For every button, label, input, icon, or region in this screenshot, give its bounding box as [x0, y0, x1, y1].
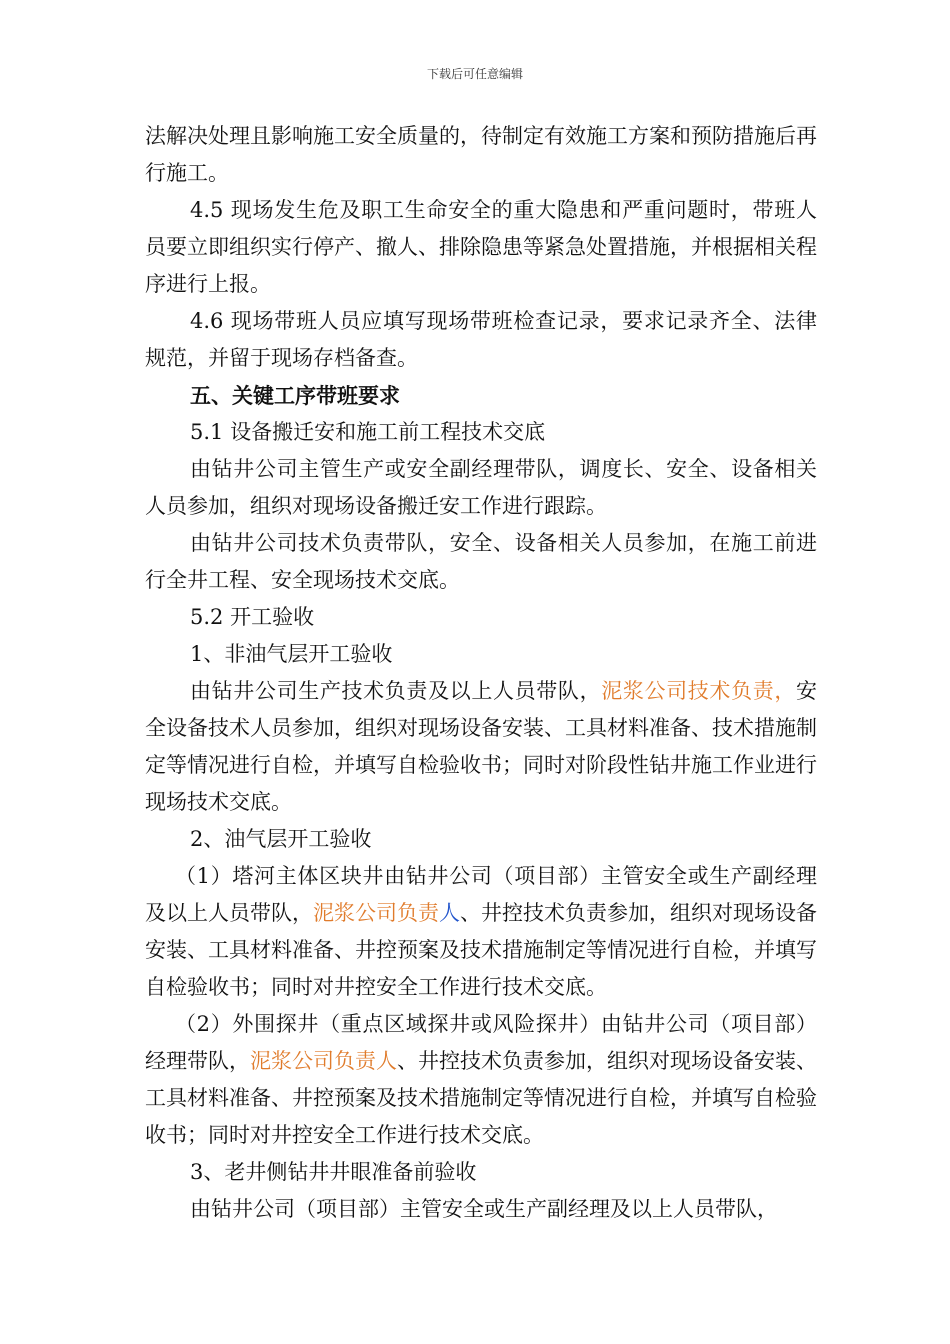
- paragraph-item-1: [145, 673, 817, 821]
- text-run: （1）塔河主体区块井由钻井公司（项目部）主管安全或生产副经理及以上人员带队，: [145, 864, 817, 925]
- text-run: （2）外围探井（重点区域探井或风险探井）由钻井公司（项目部）经理带队，: [145, 1012, 817, 1073]
- paragraph-item-3: 由钻井公司（项目部）主管安全或生产副经理及以上人员带队，: [190, 1197, 778, 1221]
- paragraph-item-2-1: [145, 858, 817, 1006]
- text-run: 、井控技术负责参加，组织对现场设备安装、工具材料准备、井控预案及技术措施制定等情况进行自检，并填写自检验收书；同时对井控安全工作进行技术交底。: [145, 1049, 817, 1147]
- text-run: 安全设备技术人员参加，组织对现场设备安装、工具材料准备、技术措施制定等情况进行自检，并填写自检验收书；同时对阶段性钻井施工作业进行现场技术交底。: [145, 679, 818, 814]
- highlighted-text-blue: 人: [439, 901, 460, 925]
- highlighted-text: 泥浆公司负责人: [250, 1049, 397, 1073]
- subsection-5-1-title: 5.1 设备搬迁安和施工前工程技术交底: [190, 420, 546, 444]
- highlighted-text: 泥浆公司技术负责，: [601, 679, 797, 703]
- item-2-title: 2、油气层开工验收: [190, 827, 372, 851]
- section-heading-5: 五、关键工序带班要求: [190, 383, 400, 408]
- paragraph-4-5: 4.5 现场发生危及职工生命安全的重大隐患和严重问题时，带班人员要立即组织实行停产、撤人、排除隐患等紧急处置措施，并根据相关程序进行上报。: [145, 198, 817, 296]
- item-1-title: 1、非油气层开工验收: [190, 642, 393, 666]
- text-run: 、井控技术负责参加，组织对现场设备安装、工具材料准备、井控预案及技术措施制定等情况进行自检，并填写自检验收书；同时对井控安全工作进行技术交底。: [145, 901, 817, 999]
- document-body: [145, 118, 817, 1228]
- paragraph-5-1-b: 由钻井公司技术负责带队，安全、设备相关人员参加，在施工前进行全井工程、安全现场技术交底。: [145, 531, 817, 592]
- paragraph-continuation: 法解决处理且影响施工安全质量的，待制定有效施工方案和预防措施后再行施工。: [145, 124, 817, 185]
- paragraph-5-1-a: 由钻井公司主管生产或安全副经理带队，调度长、安全、设备相关人员参加，组织对现场设备搬迁安工作进行跟踪。: [145, 457, 817, 518]
- highlighted-text: 泥浆公司负责: [313, 901, 439, 925]
- subsection-5-2-title: 5.2 开工验收: [190, 605, 315, 629]
- item-3-title: 3、老井侧钻井井眼准备前验收: [190, 1160, 477, 1184]
- paragraph-4-6: 4.6 现场带班人员应填写现场带班检查记录，要求记录齐全、法律规范，并留于现场存档备查。: [145, 309, 817, 370]
- page-header: 下载后可任意编辑: [426, 67, 523, 81]
- paragraph-item-2-2: [145, 1006, 817, 1154]
- text-run: 由钻井公司生产技术负责及以上人员带队，: [190, 679, 602, 703]
